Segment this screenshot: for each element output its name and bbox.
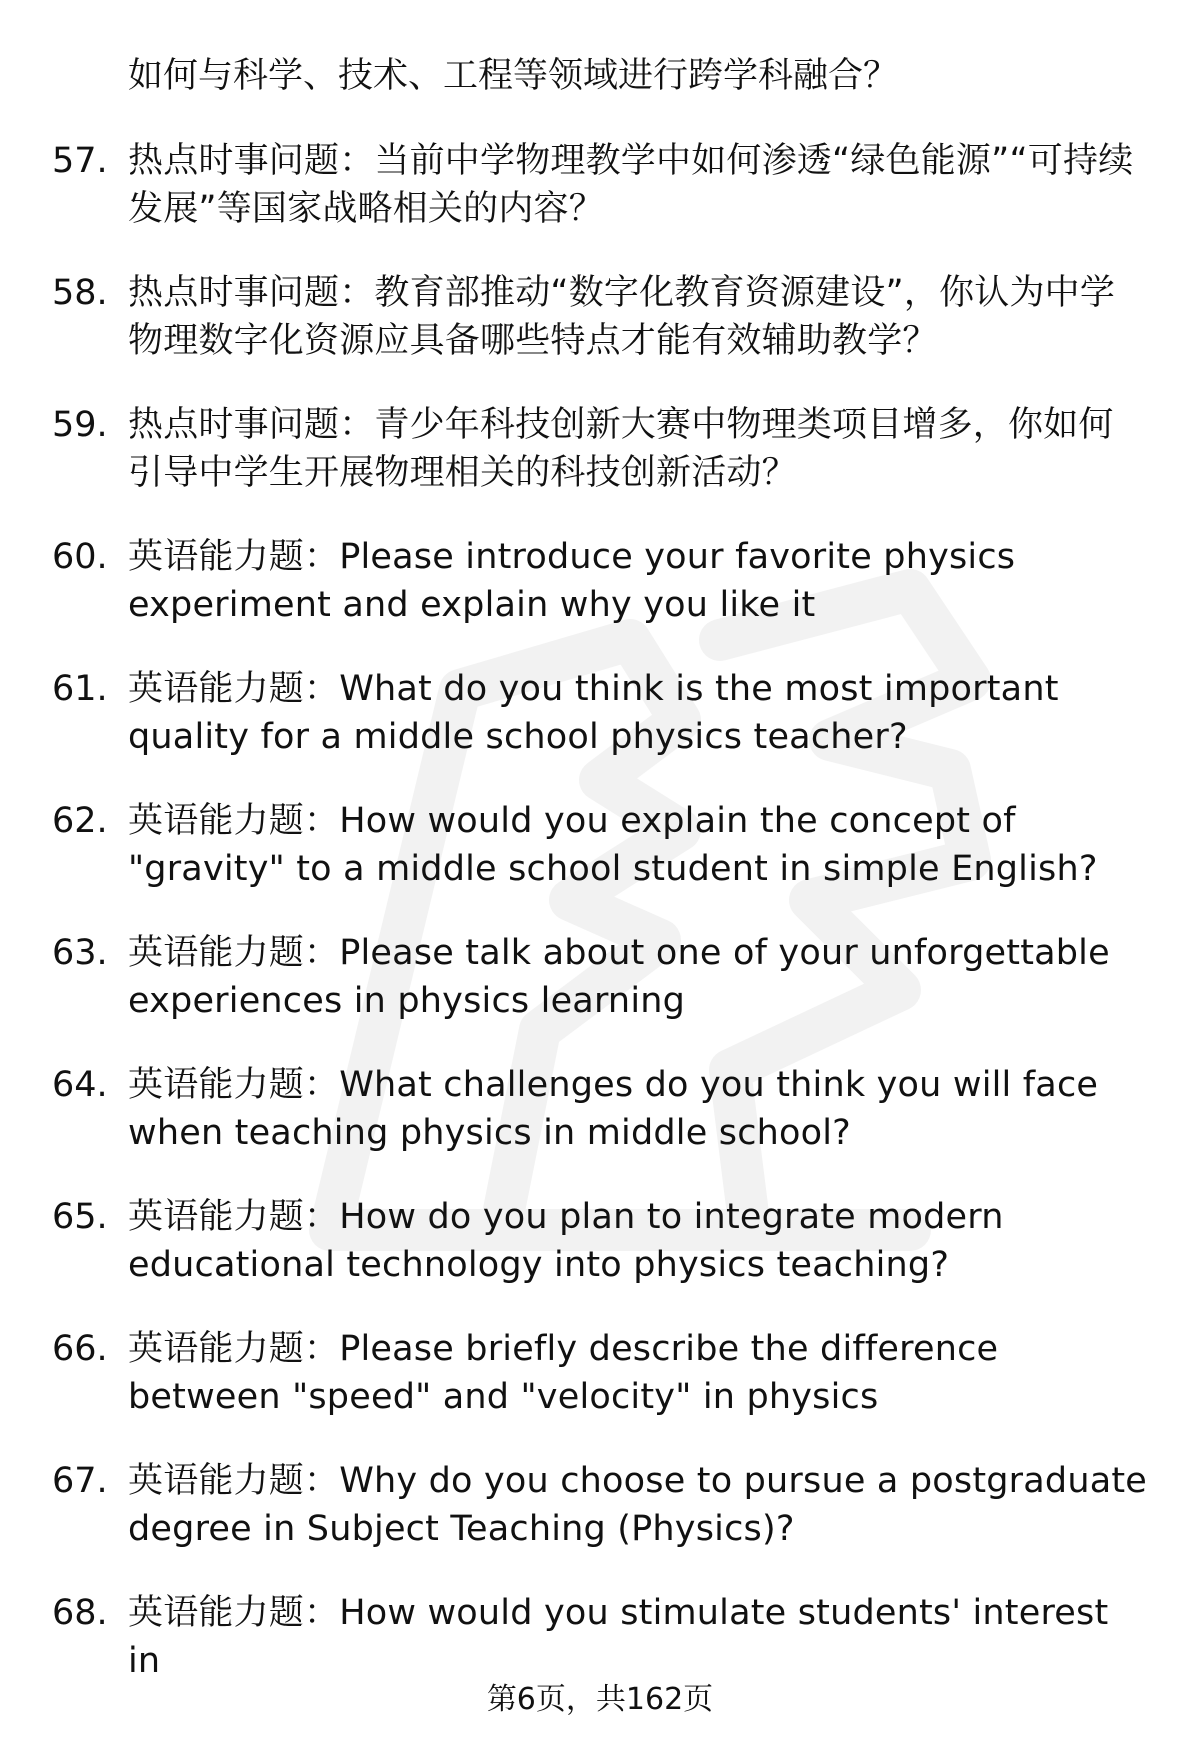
question-number: 64. <box>52 1065 108 1105</box>
question-item-60 <box>52 533 1148 629</box>
question-number: 65. <box>52 1197 108 1237</box>
question-item-66 <box>52 1325 1148 1421</box>
question-item-59 <box>52 401 1148 497</box>
question-number: 62. <box>52 801 108 841</box>
question-text: 英语能力题：Please briefly describe the difference between "speed" and "velocity" in physics <box>128 1329 999 1417</box>
question-text: 英语能力题：How would you stimulate students' interest in <box>128 1593 1109 1681</box>
question-text: 英语能力题：What challenges do you think you will face when teaching physics in middle school? <box>128 1065 1099 1153</box>
question-item-57 <box>52 137 1148 233</box>
questions-content <box>52 52 1148 1721</box>
question-text: 英语能力题：Why do you choose to pursue a postgraduate degree in Subject Teaching (Physics)? <box>128 1461 1148 1549</box>
question-text: 英语能力题：Please introduce your favorite physics experiment and explain why you like it <box>128 537 1016 625</box>
question-text: 英语能力题：How would you explain the concept of "gravity" to a middle school student in simple English? <box>128 801 1098 889</box>
question-number: 63. <box>52 933 108 973</box>
question-number: 60. <box>52 537 108 577</box>
question-item-61 <box>52 665 1148 761</box>
question-number: 59. <box>52 405 108 445</box>
question-number: 58. <box>52 273 108 313</box>
question-number: 66. <box>52 1329 108 1369</box>
question-item-58 <box>52 269 1148 365</box>
question-item-68 <box>52 1589 1148 1685</box>
question-text: 英语能力题：Please talk about one of your unforgettable experiences in physics learning <box>128 933 1110 1021</box>
question-number: 61. <box>52 669 108 709</box>
question-text: 热点时事问题：当前中学物理教学中如何渗透“绿色能源”“可持续发展”等国家战略相关的内容？ <box>128 141 1134 229</box>
question-number: 68. <box>52 1593 108 1633</box>
question-item-64 <box>52 1061 1148 1157</box>
question-item-63 <box>52 929 1148 1025</box>
question-item-67 <box>52 1457 1148 1553</box>
page-footer: 第6页，共162页 <box>486 1682 714 1717</box>
question-number: 57. <box>52 141 108 181</box>
question-number: 67. <box>52 1461 108 1501</box>
question-item-65 <box>52 1193 1148 1289</box>
continued-question-text: 如何与科学、技术、工程等领域进行跨学科融合？ <box>128 56 899 96</box>
question-item-62 <box>52 797 1148 893</box>
question-text: 英语能力题：How do you plan to integrate modern educational technology into physics teaching? <box>128 1197 1004 1285</box>
question-text: 热点时事问题：教育部推动“数字化教育资源建设”，你认为中学物理数字化资源应具备哪些特点才能有效辅助教学？ <box>128 273 1116 361</box>
question-text: 热点时事问题：青少年科技创新大赛中物理类项目增多，你如何引导中学生开展物理相关的科技创新活动？ <box>128 405 1114 493</box>
question-text: 英语能力题：What do you think is the most important quality for a middle school physics teacher? <box>128 669 1059 757</box>
